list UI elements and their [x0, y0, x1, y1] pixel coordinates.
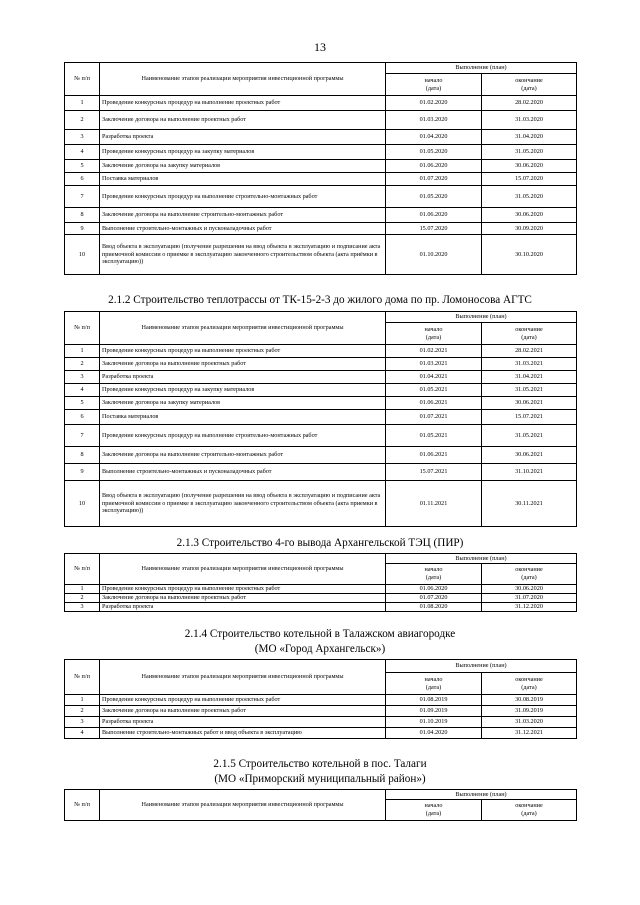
table-row: 2 Заключение договора на выполнение проектных работ 01.09.2019 31.09.2019: [65, 706, 577, 717]
header-execution: Выполнение (план): [386, 790, 577, 800]
section-subtitle: (МО «Приморский муниципальный район»): [214, 773, 426, 785]
header-execution: Выполнение (план): [386, 660, 577, 673]
table-row: 3 Разработка проекта 01.08.2020 31.12.2020: [65, 603, 577, 612]
table-row: 9 Выполнение строительно-монтажных и пусконаладочных работ 15.07.2021 31.10.2021: [65, 464, 577, 481]
table-row: 6 Поставка материалов 01.07.2021 15.07.2021: [65, 410, 577, 425]
header-execution: Выполнение (план): [386, 554, 577, 564]
table-row: 3 Разработка проекта 01.04.2021 31.04.2021: [65, 371, 577, 384]
table-row: 3 Разработка проекта 01.10.2019 31.03.2020: [65, 717, 577, 728]
table-row: 2 Заключение договора на выполнение проектных работ 01.03.2020 31.03.2020: [65, 111, 577, 130]
header-start: начало (дата): [386, 673, 482, 695]
table-row: 4 Проведение конкурсных процедур на закупку материалов 01.05.2021 31.05.2021: [65, 384, 577, 397]
header-start: начало (дата): [386, 800, 482, 821]
header-start: начало (дата): [386, 323, 482, 345]
table-row: 10 Ввод объекта в эксплуатацию (получение разрешения на ввод объекта в эксплуатацию и подписание акта приемочной комиссии о приемке в эксплуатацию законченного строительством объекта (акта приемки в эксплуатацию)) 01.11.2021 30.11.2021: [65, 481, 577, 527]
header-start: начало (дата): [386, 564, 482, 585]
table-row: 1 Проведение конкурсных процедур на выполнение проектных работ 01.02.2021 28.02.2021: [65, 345, 577, 358]
table-row: 9 Выполнение строительно-монтажных и пусконаладочных работ 15.07.2020 30.09.2020: [65, 223, 577, 235]
table-row: 1 Проведение конкурсных процедур на выполнение проектных работ 01.02.2020 28.02.2020: [65, 96, 577, 111]
header-end: окончание (дата): [482, 564, 577, 585]
header-no: № п/п: [65, 554, 100, 585]
table-row: 4 Выполнение строительно-монтажных работ и ввод объекта в эксплуатацию 01.04.2020 31.12.2021: [65, 728, 577, 739]
section-heading: [60, 293, 580, 308]
table-row: 1 Проведение конкурсных процедур на выполнение проектных работ 01.06.2020 30.06.2020: [65, 585, 577, 594]
section-heading: [60, 757, 580, 787]
table-row: 7 Проведение конкурсных процедур на выполнение строительно-монтажных работ 01.05.2021 31.05.2021: [65, 425, 577, 447]
plan-table-3: [64, 553, 577, 612]
table-row: 10 Ввод объекта в эксплуатацию (получение разрешения на ввод объекта в эксплуатацию и подписание акта приемочной комиссии о приемке в эксплуатацию законченного строительством объекта (акта приёмки в эксплуатацию)) 01.10.2020 30.10.2020: [65, 235, 577, 275]
header-no: № п/п: [65, 312, 100, 345]
table-row: 1 Проведение конкурсных процедур на выполнение проектных работ 01.08.2019 30.08.2019: [65, 695, 577, 706]
header-stage: Наименование этапов реализации мероприятия инвестиционной программы: [100, 63, 386, 96]
plan-table-1: [64, 62, 577, 275]
header-execution: Выполнение (план): [386, 63, 577, 74]
table-row: 8 Заключение договора на выполнение строительно-монтажных работ 01.06.2020 30.06.2020: [65, 208, 577, 223]
header-end: окончание (дата): [482, 800, 577, 821]
header-end: окончание (дата): [482, 74, 577, 96]
table-row: 5 Заключение договора на закупку материалов 01.06.2020 30.06.2020: [65, 160, 577, 173]
header-stage: Наименование этапов реализации мероприятия инвестиционной программы: [100, 554, 386, 585]
section-title: 2.1.3 Строительство 4-го вывода Архангельской ТЭЦ (ПИР): [176, 537, 464, 549]
section-title: 2.1.2 Строительство теплотрассы от ТК-15-2-3 до жилого дома по пр. Ломоносова АГТС: [108, 294, 532, 306]
header-stage: Наименование этапов реализации мероприятия инвестиционной программы: [100, 790, 386, 821]
header-no: № п/п: [65, 790, 100, 821]
header-execution: Выполнение (план): [386, 312, 577, 323]
header-no: № п/п: [65, 660, 100, 695]
table-row: 5 Заключение договора на закупку материалов 01.06.2021 30.06.2021: [65, 397, 577, 410]
header-stage: Наименование этапов реализации мероприятия инвестиционной программы: [100, 660, 386, 695]
plan-table-5: [64, 789, 577, 821]
plan-table-4: [64, 659, 577, 739]
table-row: 4 Проведение конкурсных процедур на закупку материалов 01.05.2020 31.05.2020: [65, 145, 577, 160]
table-row: 7 Проведение конкурсных процедур на выполнение строительно-монтажных работ 01.05.2020 31.05.2020: [65, 186, 577, 208]
plan-table-2: [64, 311, 577, 527]
table-row: 8 Заключение договора на выполнение строительно-монтажных работ 01.06.2021 30.06.2021: [65, 447, 577, 464]
header-no: № п/п: [65, 63, 100, 96]
page-number: 13: [314, 40, 326, 54]
table-row: 2 Заключение договора на выполнение проектных работ 01.07.2020 31.07.2020: [65, 594, 577, 603]
section-subtitle: (МО «Город Архангельск»): [254, 643, 386, 655]
table-row: 2 Заключение договора на выполнение проектных работ 01.03.2021 31.03.2021: [65, 358, 577, 371]
table-row: 6 Поставка материалов 01.07.2020 15.07.2020: [65, 173, 577, 186]
table-row: 3 Разработка проекта 01.04.2020 31.04.2020: [65, 130, 577, 145]
header-stage: Наименование этапов реализации мероприятия инвестиционной программы: [100, 312, 386, 345]
section-heading: [60, 627, 580, 657]
header-end: окончание (дата): [482, 673, 577, 695]
section-title: 2.1.5 Строительство котельной в пос. Талаги: [213, 758, 427, 770]
section-title: 2.1.4 Строительство котельной в Талажском авиагородке: [184, 628, 456, 640]
header-start: начало (дата): [386, 74, 482, 96]
header-end: окончание (дата): [482, 323, 577, 345]
section-heading: [60, 536, 580, 551]
